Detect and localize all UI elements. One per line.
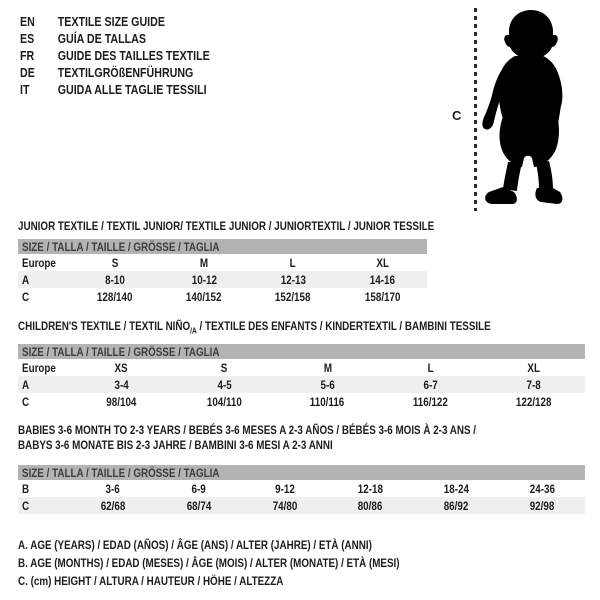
cell-value: 12-13 (280, 272, 306, 287)
footnote-b (18, 554, 483, 572)
language-label: GUÍA DE TALLAS (57, 31, 146, 46)
language-label: TEXTILGRÖßENFÜHRUNG (57, 65, 194, 80)
cell-value: L (290, 255, 297, 270)
footnote-a (18, 536, 483, 554)
cell-value: 110/116 (310, 394, 345, 409)
cell-value: L (427, 360, 434, 375)
cell-value: 24-36 (529, 481, 555, 496)
junior-table-title (18, 219, 526, 233)
title-part: CHILDREN'S TEXTILE / TEXTIL NIÑO (18, 319, 191, 333)
cell-value: M (323, 360, 332, 375)
row-label: Europe (22, 360, 56, 375)
cell-value: 3-4 (114, 377, 129, 392)
cell-value: 128/140 (96, 289, 133, 304)
babies-table-title-line1: BABIES 3-6 MONTH TO 2-3 YEARS / BEBÉS 3-6 MESES A 2-3 AÑOS / BÉBÉS 3-6 MOIS À 2-3 ANS / (18, 423, 477, 437)
cell-value: 9-12 (274, 481, 295, 496)
table-row-height (18, 393, 585, 410)
cell-value: 158/170 (364, 289, 401, 304)
cell-value: 6-7 (423, 377, 438, 392)
row-label: C (22, 289, 30, 304)
table-row-age (18, 271, 427, 288)
table-row-age (18, 376, 585, 393)
cell-value: XL (376, 255, 389, 270)
cell-value: 12-18 (357, 481, 383, 496)
language-row-es (20, 30, 251, 47)
language-row-de (20, 64, 251, 81)
cell-value: 116/122 (412, 394, 449, 409)
language-code: ES (20, 31, 35, 46)
cell-value: 3-6 (105, 481, 121, 496)
language-code: EN (20, 14, 35, 29)
language-row-it (20, 81, 251, 98)
size-header-row (18, 344, 585, 359)
cell-value: 140/152 (186, 289, 222, 304)
cell-value: 4-5 (217, 377, 232, 392)
cell-value: XS (114, 360, 129, 375)
height-measure-label: C (452, 108, 462, 123)
cell-value: 10-12 (191, 272, 217, 287)
toddler-silhouette-icon (479, 8, 573, 210)
language-label: GUIDA ALLE TAGLIE TESSILI (57, 82, 207, 97)
height-dashed-line (474, 8, 477, 211)
cell-value: M (199, 255, 208, 270)
language-code: FR (20, 48, 35, 63)
cell-value: 86/92 (443, 498, 469, 513)
footnotes (18, 536, 483, 590)
children-table-title (18, 319, 594, 335)
size-header-row (18, 465, 585, 480)
table-row-height (18, 497, 585, 514)
babies-table-title-line2: BABYS 3-6 MONATE BIS 2-3 JAHRE / BAMBINI 3-6 MESI A 2-3 ANNI (18, 438, 333, 452)
children-table-title-text (18, 319, 491, 335)
cell-value: 5-6 (320, 377, 335, 392)
row-label: C (22, 394, 30, 409)
row-label: B (22, 481, 30, 496)
junior-table-title-text: JUNIOR TEXTILE / TEXTIL JUNIOR/ TEXTILE JUNIOR / JUNIORTEXTIL / JUNIOR TESSILE (18, 219, 435, 233)
row-label: A (22, 377, 30, 392)
cell-value: 98/104 (106, 394, 137, 409)
cell-value: XL (527, 360, 540, 375)
cell-value: 104/110 (206, 394, 243, 409)
cell-value: 8-10 (104, 272, 125, 287)
language-row-fr (20, 47, 251, 64)
cell-value: 80/86 (358, 498, 383, 513)
footnote-b-text: B. AGE (MONTHS) / EDAD (MESES) / ÂGE (MOIS) / ALTER (MONATE) / ETÀ (MESI) (18, 556, 400, 570)
language-code: DE (20, 65, 35, 80)
language-label: GUIDE DES TAILLES TEXTILE (57, 48, 210, 63)
size-header-label: SIZE / TALLA / TAILLE / GRÖSSE / TAGLIA (22, 239, 220, 254)
babies-table-title (18, 423, 577, 453)
babies-size-table (18, 465, 585, 514)
title-part: / TEXTILE DES ENFANTS / KINDERTEXTIL / BAMBINI TESSILE (196, 319, 491, 333)
junior-size-table (18, 239, 427, 305)
size-header-label: SIZE / TALLA / TAILLE / GRÖSSE / TAGLIA (22, 465, 220, 480)
cell-value: 62/68 (100, 498, 126, 513)
cell-value: 74/80 (272, 498, 297, 513)
row-label: A (22, 272, 30, 287)
cell-value: 152/158 (275, 289, 311, 304)
row-label: C (22, 498, 30, 513)
footnote-a-text: A. AGE (YEARS) / EDAD (AÑOS) / ÂGE (ANS) / ALTER (JAHRE) / ETÀ (ANNI) (18, 538, 372, 552)
footnote-c (18, 572, 483, 590)
cell-value: 18-24 (443, 481, 469, 496)
children-size-table (18, 344, 585, 410)
language-row-en (20, 13, 251, 30)
size-header-label: SIZE / TALLA / TAILLE / GRÖSSE / TAGLIA (22, 344, 220, 359)
cell-value: 6-9 (191, 481, 206, 496)
table-row-europe (18, 359, 585, 376)
language-header (20, 13, 251, 98)
cell-value: S (221, 360, 228, 375)
title-subscript: /A (190, 326, 197, 336)
cell-value: 7-8 (526, 377, 541, 392)
cell-value: 122/128 (515, 394, 552, 409)
table-row-months (18, 480, 585, 497)
cell-value: S (111, 255, 118, 270)
cell-value: 14-16 (369, 272, 395, 287)
footnote-c-text: C. (cm) HEIGHT / ALTURA / HAUTEUR / HÖHE / ALTEZZA (18, 574, 284, 588)
table-row-height (18, 288, 427, 305)
table-row-europe (18, 254, 427, 271)
row-label: Europe (22, 255, 56, 270)
language-label: TEXTILE SIZE GUIDE (57, 14, 165, 29)
cell-value: 68/74 (186, 498, 212, 513)
size-header-row (18, 239, 427, 254)
cell-value: 92/98 (529, 498, 555, 513)
language-code: IT (20, 82, 30, 97)
